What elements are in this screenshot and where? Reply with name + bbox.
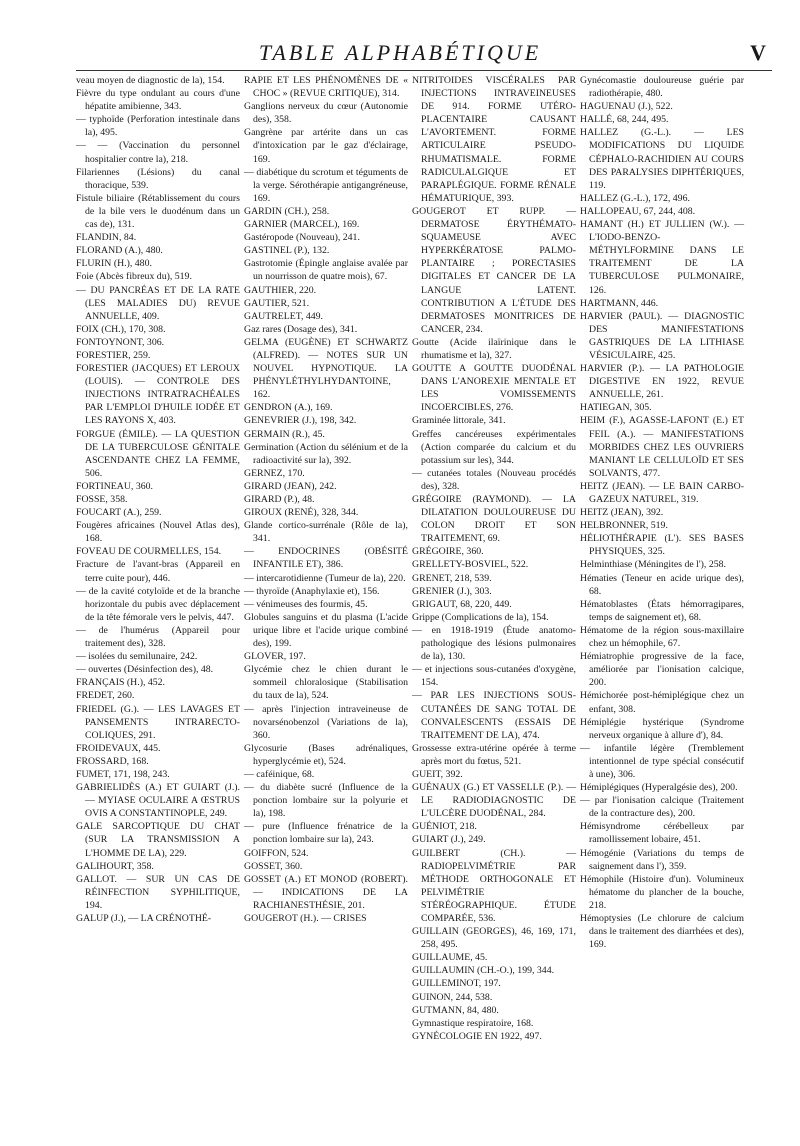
index-entry: GALIHOURT, 358. <box>76 860 154 872</box>
index-entry: FONTOYNONT, 306. <box>76 336 165 348</box>
index-entry: — de l'humérus (Appareil pour traitement des), 328. <box>76 624 240 650</box>
index-entry: GAUTHIER, 220. <box>244 284 317 296</box>
index-entry: FROSSARD, 168. <box>76 755 149 767</box>
index-entry: Fougères africaines (Nouvel Atlas des), 168. <box>76 520 240 545</box>
index-entry: — — (Vaccination du personnel hospitalier contre la), 218. <box>76 140 240 165</box>
index-entry: — ouvertes (Désinfection des), 48. <box>76 664 214 676</box>
index-entry: Hémiatrophie progressive de la face, améliorée par l'ionisation calcique, 200. <box>580 651 744 689</box>
index-entry: Ganglions nerveux du cœur (Autonomie des), 358. <box>244 101 408 126</box>
index-entry: FOIX (CH.), 170, 308. <box>76 323 166 335</box>
index-entry: — de la cavité cotyloïde et de la branche horizontale du pubis avec déplacement de la tête fémorale vers le pelvis, 447. <box>76 585 240 623</box>
index-entry: — isolées du semilunaire, 242. <box>76 651 198 663</box>
index-entry: GRÉGOIRE, 360. <box>412 546 484 558</box>
index-entry: Globules sanguins et du plasma (L'acide urique libre et l'acide urique combiné des), 199. <box>244 611 408 650</box>
index-entry: GUIART (J.), 249. <box>412 834 486 846</box>
running-title: TABLE ALPHABÉTIQUE <box>258 40 542 65</box>
index-entry: GASTINEL (P.), 132. <box>244 245 330 257</box>
index-entry: Gaz rares (Dosage des), 341. <box>244 323 358 335</box>
index-entry: Glycémie chez le chien durant le sommeil chloralosique (Stabilisation du taux de la), 524. <box>244 664 408 702</box>
index-entry: FORESTIER (JACQUES) ET LEROUX (LOUIS). — CONTROLE DES INJECTIONS INTRATRACHÉALES PAR L'EMPLOI D'HUILE IODÉE ET LES RAYONS X, 403. <box>76 363 240 427</box>
index-entry: HELBRONNER, 519. <box>580 520 668 532</box>
index-entry: — thyroïde (Anaphylaxie et), 156. <box>244 585 380 597</box>
index-entry: GOSSET (A.) ET MONOD (ROBERT). — INDICATIONS DE LA RACHIANESTHÉSIE, 201. <box>244 873 408 911</box>
index-entry: FREDET, 260. <box>76 690 135 702</box>
index-entry: GUILLAUME, 45. <box>412 952 488 964</box>
index-entry: HEIM (F.), AGASSE-LAFONT (E.) ET FEIL (A.). — MANIFESTATIONS MORBIDES CHEZ LES OUVRIERS MANIANT LE CELLULOÏD ET SES SOLVANTS, 477. <box>580 415 744 479</box>
index-entry: — du diabète sucré (Influence de la ponction lombaire sur la polyurie et la), 198. <box>244 782 408 820</box>
index-entry: veau moyen de diagnostic de la), 154. <box>76 75 225 86</box>
index-entry: GOUGEROT ET RUPP. — DERMATOSE ÉRYTHÉMATO-SQUAMEUSE AVEC HYPERKÉRATOSE PALMO-PLANTAIRE ; PORECTASIES DIGITALES ET CANCER DE LA LANGUE LATENT. CONTRIBUTION A L'ÉTUDE DES DERMATOSES MONITRICES DE CANCER, 234. <box>412 205 576 335</box>
index-entry: Glande cortico-surrénale (Rôle de la), 341. <box>244 520 408 545</box>
header-rule <box>76 70 772 71</box>
index-entry: GIROUX (RENÉ), 328, 344. <box>244 507 359 519</box>
index-entry: Greffes cancéreuses expérimentales (Action comparée du calcium et du potassium sur les), 344. <box>412 428 576 466</box>
index-entry: GENDRON (A.), 169. <box>244 402 333 414</box>
index-column-4 <box>580 74 744 951</box>
index-entry: Fracture de l'avant-bras (Appareil en terre cuite pour), 446. <box>76 559 240 584</box>
index-column-2 <box>244 74 408 925</box>
index-entry: HALLEZ (G.-L.), 172, 496. <box>580 192 690 204</box>
index-entry: GOUGEROT (H.). — CRISES <box>244 913 367 924</box>
index-entry: FROIDEVAUX, 445. <box>76 742 161 754</box>
index-entry: Gastéropode (Nouveau), 241. <box>244 232 360 244</box>
index-entry: Graminée littorale, 341. <box>412 415 506 427</box>
index-entry: GARDIN (CH.), 258. <box>244 205 330 217</box>
index-entry: Hémiplégiques (Hyperalgésie des), 200. <box>580 782 738 794</box>
index-entry: FLURIN (H.), 480. <box>76 258 152 270</box>
index-entry: Hémogénie (Variations du temps de saignement dans l'), 359. <box>580 847 744 872</box>
index-entry: FLANDIN, 84. <box>76 232 137 244</box>
index-entry: Foie (Abcès fibreux du), 519. <box>76 271 192 283</box>
index-entry: GAUTRELET, 449. <box>244 310 323 322</box>
index-entry: — vénimeuses des fourmis, 45. <box>244 598 368 610</box>
index-entry: GUILLAUMIN (CH.-O.), 199, 344. <box>412 965 555 977</box>
index-entry: HARVIER (P.). — LA PATHOLOGIE DIGESTIVE EN 1922, REVUE ANNUELLE, 261. <box>580 363 744 401</box>
index-entry: GOSSET, 360. <box>244 860 303 872</box>
index-entry: HATIEGAN, 305. <box>580 402 652 414</box>
index-entry: Fistule biliaire (Rétablissement du cours de la bile vers le duodénum dans un cas de), 131. <box>76 192 240 231</box>
index-entry: GENEVRIER (J.), 198, 342. <box>244 415 357 427</box>
index-entry: — typhoïde (Perforation intestinale dans la), 495. <box>76 114 240 139</box>
index-entry: HEITZ (JEAN). — LE BAIN CARBO-GAZEUX NATUREL, 319. <box>580 480 744 505</box>
index-entry: FORESTIER, 259. <box>76 349 151 361</box>
index-entry: FORGUE (ÉMILE). — LA QUESTION DE LA TUBERCULOSE GÉNITALE ASCENDANTE CHEZ LA FEMME, 506. <box>76 428 240 479</box>
index-entry: — par l'ionisation calcique (Traitement de la contracture des), 200. <box>580 795 744 820</box>
index-entry: FRANÇAIS (H.), 452. <box>76 677 165 689</box>
index-entry: Hémiplégie hystérique (Syndrome nerveux organique à allure d'), 84. <box>580 716 744 741</box>
index-entry: HEITZ (JEAN), 392. <box>580 507 664 519</box>
index-entry: HALLÉ, 68, 244, 495. <box>580 114 669 126</box>
index-entry: GUEIT, 392. <box>412 768 463 780</box>
index-entry: GERMAIN (R.), 45. <box>244 428 325 440</box>
index-entry: Fièvre du type ondulant au cours d'une hépatite amibienne, 343. <box>76 88 240 113</box>
index-entry: Hématoblastes (États hémorragipares, temps de saignement et), 68. <box>580 598 744 623</box>
index-entry: Hémichorée post-hémiplégique chez un enfant, 308. <box>580 690 744 715</box>
index-entry: — cutanées totales (Nouveau procédés des), 328. <box>412 467 576 492</box>
index-column-1 <box>76 74 240 925</box>
index-entry: HALLEZ (G.-L.). — LES MODIFICATIONS DU LIQUIDE CÉPHALO-RACHIDIEN AU COURS DES PARALYSIES DIPHTÉRIQUES, 119. <box>580 127 744 191</box>
index-entry: HARTMANN, 446. <box>580 297 659 309</box>
index-entry: Hémophile (Histoire d'un). Volumineux hématome du plancher de la bouche, 218. <box>580 873 744 911</box>
index-entry: GAUTIER, 521. <box>244 297 310 309</box>
index-entry: GARNIER (MARCEL), 169. <box>244 219 360 231</box>
index-entry: FOUCART (A.), 259. <box>76 507 162 519</box>
index-entry: — diabétique du scrotum et téguments de la verge. Sérothérapie antigangréneuse, 169. <box>244 166 408 204</box>
index-entry: Gynécomastie douloureuse guérie par radiothérapie, 480. <box>580 75 744 100</box>
index-entry: FORTINEAU, 360. <box>76 480 153 492</box>
index-entry: Gangrène par artérite dans un cas d'intoxication par le gaz d'éclairage, 169. <box>244 127 408 165</box>
index-entry: GUILLAIN (GEORGES), 46, 169, 171, 258, 495. <box>412 926 576 951</box>
index-entry: Hémisyndrome cérébelleux par ramollissement lobaire, 451. <box>580 821 744 846</box>
index-entry: HÉLIOTHÉRAPIE (L'). SES BASES PHYSIQUES, 325. <box>580 533 744 558</box>
index-entry: Grossesse extra-utérine opérée à terme après mort du fœtus, 521. <box>412 742 576 767</box>
index-entry: Gymnastique respiratoire, 168. <box>412 1017 534 1029</box>
index-entry: FOSSE, 358. <box>76 494 128 505</box>
page-number: V <box>750 40 766 65</box>
index-entry: GOUTTE A GOUTTE DUODÉNAL DANS L'ANOREXIE MENTALE ET LES VOMISSEMENTS INCOERCIBLES, 276. <box>412 363 576 414</box>
index-entry: — en 1918-1919 (Étude anatomo-pathologique des lésions pulmonaires de la), 130. <box>412 624 576 663</box>
index-entry: GERNEZ, 170. <box>244 467 305 479</box>
index-entry: — pure (Influence frénatrice de la ponction lombaire sur la), 243. <box>244 821 408 846</box>
index-entry: HAGUENAU (J.), 522. <box>580 101 673 113</box>
index-entry: GUTMANN, 84, 480. <box>412 1004 499 1016</box>
index-entry: GRIGAUT, 68, 220, 449. <box>412 598 512 610</box>
index-entry: GUÉNAUX (G.) ET VASSELLE (P.). — LE RADIODIAGNOSTIC DE L'ULCÈRE DUODÉNAL, 284. <box>412 782 576 820</box>
index-entry: Germination (Action du sélénium et de la radioactivité sur la), 392. <box>244 441 408 466</box>
index-entry: — infantile légère (Tremblement intentionnel de type spécial consécutif à une), 306. <box>580 742 744 780</box>
index-entry: GIRARD (JEAN), 242. <box>244 480 337 492</box>
index-entry: Helminthiase (Méningites de l'), 258. <box>580 559 726 571</box>
index-entry: GUILLEMINOT, 197. <box>412 978 501 990</box>
index-entry: GYNÉCOLOGIE EN 1922, 497. <box>412 1030 542 1042</box>
index-entry: — PAR LES INJECTIONS SOUS-CUTANÉES DE SANG TOTAL DE CONVALESCENTS (ESSAIS DE TRAITEMENT DE LA), 474. <box>412 690 576 741</box>
index-entry: GUILBERT (CH.). — RADIOPELVIMÉTRIE PAR MÉTHODE ORTHOGONALE ET PELVIMÉTRIE STÉRÉOGRAPHIQUE. ÉTUDE COMPARÉE, 536. <box>412 847 576 924</box>
index-entry: — ENDOCRINES (OBÉSITÉ INFANTILE ET), 386. <box>244 546 408 571</box>
index-entry: Hématome de la région sous-maxillaire chez un hémophile, 67. <box>580 624 744 650</box>
index-entry: — et injections sous-cutanées d'oxygène, 154. <box>412 664 576 689</box>
index-entry: GLOVER, 197. <box>244 651 306 663</box>
index-entry: GELMA (EUGÈNE) ET SCHWARTZ (ALFRED). — NOTES SUR UN NOUVEL HYPNOTIQUE. LA PHÉNYLÉTHYLHYDANTOINE, 162. <box>244 336 408 401</box>
index-entry: — intercarotidienne (Tumeur de la), 220. <box>244 572 406 584</box>
index-entry: — caféinique, 68. <box>244 768 315 780</box>
index-entry: FOVEAU DE COURMELLES, 154. <box>76 546 222 558</box>
index-entry: HARVIER (PAUL). — DIAGNOSTIC DES MANIFESTATIONS GASTRIQUES DE LA LITHIASE VÉSICULAIRE, 425. <box>580 310 744 361</box>
index-entry: GRENIER (J.), 303. <box>412 585 492 597</box>
index-entry: GRÉGOIRE (RAYMOND). — LA DILATATION DOULOUREUSE DU COLON DROIT ET SON TRAITEMENT, 69. <box>412 494 576 545</box>
index-entry: FUMET, 171, 198, 243. <box>76 768 170 780</box>
index-entry: GRENET, 218, 539. <box>412 572 492 584</box>
index-entry: — DU PANCRÉAS ET DE LA RATE (LES MALADIES DU) REVUE ANNUELLE, 409. <box>76 284 240 322</box>
index-entry: — après l'injection intraveineuse de novarsénobenzol (Variations de la), 360. <box>244 703 408 741</box>
index-entry: FRIEDEL (G.). — LES LAVAGES ET PANSEMENTS INTRARECTO-COLIQUES, 291. <box>76 703 240 741</box>
index-entry: GUINON, 244, 538. <box>412 991 493 1003</box>
index-entry: GRELLETY-BOSVIEL, 522. <box>412 559 529 571</box>
index-entry: GABRIELIDÈS (A.) ET GUIART (J.). — MYIASE OCULAIRE A ŒSTRUS OVIS A CONSTANTINOPLE, 249. <box>76 782 240 820</box>
index-entry: Filariennes (Lésions) du canal thoracique, 539. <box>76 166 240 191</box>
index-entry: GOIFFON, 524. <box>244 847 309 859</box>
index-entry: HALLOPEAU, 67, 244, 408. <box>580 205 696 217</box>
index-entry: NITRITOIDES VISCÉRALES PAR INJECTIONS INTRAVEINEUSES DE 914. FORME UTÉRO-PLACENTAIRE CAUSANT L'AVORTEMENT. FORME ARTICULAIRE PSEUDO-RHUMATISMALE. FORME RADICULALGIQUE ET PARAPLÉGIQUE. FORME RÉNALE HÉMATURIQUE, 393. <box>412 75 576 204</box>
index-entry: GALUP (J.), — LA CRÉNOTHÉ- <box>76 913 212 924</box>
index-entry: Grippe (Complications de la), 154. <box>412 611 549 623</box>
index-entry: GALE SARCOPTIQUE DU CHAT (SUR LA TRANSMISSION A L'HOMME DE LA), 229. <box>76 821 240 859</box>
index-entry: Glycosurie (Bases adrénaliques, hyperglycémie et), 524. <box>244 742 408 767</box>
index-entry: HAMANT (H.) ET JULLIEN (W.). — L'IODO-BENZO-MÉTHYLFORMINE DANS LE TRAITEMENT DE LA TUBERCULOSE PULMONAIRE, 126. <box>580 219 744 296</box>
index-column-3 <box>412 74 576 1043</box>
index-entry: Goutte (Acide ilaïrinique dans le rhumatisme et la), 327. <box>412 336 576 361</box>
index-entry: GALLOT. — SUR UN CAS DE RÉINFECTION SYPHILITIQUE, 194. <box>76 873 240 911</box>
index-entry: RAPIE ET LES PHÉNOMÈNES DE « CHOC » (REVUE CRITIQUE), 314. <box>244 75 408 100</box>
index-entry: GIRARD (P.), 48. <box>244 494 315 505</box>
index-entry: GUÉNIOT, 218. <box>412 821 477 833</box>
index-entry: Hémoptysies (Le chlorure de calcium dans le traitement des diarrhées et des), 169. <box>580 913 744 951</box>
index-entry: Gastrotomie (Épingle anglaise avalée par un nourrisson de quatre mois), 67. <box>244 258 408 283</box>
index-entry: FLORAND (A.), 480. <box>76 245 163 257</box>
index-entry: Hématies (Teneur en acide urique des), 68. <box>580 572 744 597</box>
